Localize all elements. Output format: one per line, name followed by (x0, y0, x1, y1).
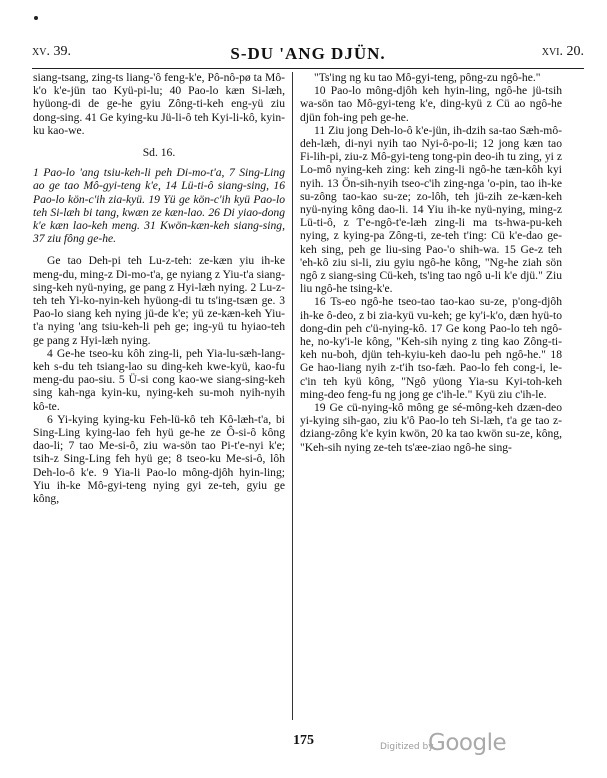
left-column (33, 71, 285, 505)
paragraph: 19 Ge cü-nying-kô mông ge sé-mông-keh dzæn-deo yi-kying sih-gao, ziu k'ô Pao-lo teh Si-læh, t'a ge tao z-dziang-zông k'e kyin kwön, 20 ka tao kwön su-ze, kông, "Keh-sih nying ze-teh ts'æe-ziao ngô-he sing- (300, 401, 562, 454)
paragraph: "Ts'ing ng ku tao Mô-gyi-teng, pông-zu ngô-he." (314, 71, 541, 84)
header-rule (32, 68, 584, 69)
header-right-reference: xvi. 20. (541, 44, 584, 59)
page-number: 175 (293, 733, 314, 748)
header-left-reference: xv. 39. (32, 44, 71, 59)
running-header (32, 44, 584, 64)
section-heading: Sd. 16. (142, 146, 176, 160)
google-watermark (380, 730, 560, 762)
google-logo: Google (428, 730, 507, 756)
ink-speck (34, 16, 38, 20)
paragraph: 11 Ziu jong Deh-lo-ô k'e-jün, ih-dzih sa-tao Sæh-mô-deh-læh, di-nyi nyih tao Nyi-ô-po-li; 12 jong kæn tao Fi-lih-pi, ziu-z Mô-gyi-teng tong-pin deo-ih tu zing, yi z Lo-mô nying-keh zing: keh zing-li ngô-he tæn-kôh kyi nyih. 13 Ön-sih-nyih tseo-c'ih zing-nga 'o-pin, tao ih-ke su-zông tao-kao su-ze; zo-lôh, teh jü-zih ze-kæn-keh nyü-nying kông dao-li. 14 Yiu ih-ke nyü-nying, ming-z Lü-ti-ô, z T'e-ngô-t'e-læh zing-li ma ts-hwa-pu-keh nying, z kying-pa Zông-ti, ze-teh t'ing: Cü k'e-dao ge-keh sing, peh ge liu-sing Pao-'o shih-wa. 15 Ge-z teh 'eh-kô ziu si-li, ziu gyiu ngô-he kông, "Ng-he ziah sön ngô z siang-sing Cü-keh, ts'ing tao ngô u-li k'e djü." Ziu liu ngô-he tsing-k'e. (300, 123, 562, 296)
column-divider (292, 72, 293, 720)
paragraph: 10 Pao-lo mông-djôh keh hyin-ling, ngô-he jü-tsih wa-sön tao Mô-gyi-teng k'e, ding-kyü z Cü ao ngô-he djün foh-ing peh ge-he. (300, 84, 562, 124)
paragraph: 16 Ts-eo ngô-he tseo-tao tao-kao su-ze, p'ong-djôh ih-ke ô-deo, z bi zia-kyü vu-keh; ge ky'i-k'o, dæn hyü-to dong-din peh c'ü-nying-kô. 17 Ge kong Pao-lo teh ngô-he, no-ky'i-le kông, "Keh-sih nying z ting kao Zông-ti-keh nu-boh, djün teh-kyiu-keh dao-lu peh ngô-he." 18 Ge hao-liang nyih z-t'ih tso-fæh. Pao-lo feh cong-i, le-c'in teh kyü kông, "Ngô yüong Yia-su Kyi-toh-keh ming-deo feng-fu ng jong ge c'ih-le." Kyü ziu c'ih-le. (300, 295, 562, 401)
chapter-summary: 1 Pao-lo 'ang tsiu-keh-li peh Di-mo-t'a, 7 Sing-Ling ao ge tao Mô-gyi-teng k'e, 14 Lü-ti-ô siang-sing, 16 Pao-lo kön-c'ih zia-kyü. 19 Yü ge kön-c'ih kyü Pao-lo teh Si-læh bi tang, kwæn ze kæn-lao. 26 Di yiao-dong k'e kæn lao-keh meng. 31 Kwön-kæn-keh siang-sing, 37 ziu fông ge-he. (33, 166, 285, 246)
right-column (300, 71, 562, 454)
paragraph: Ge tao Deh-pi teh Lu-z-teh: ze-kæn yiu ih-ke meng-du, ming-z Di-mo-t'a, ge nyiang z Yiu-t'a siang-sing-keh nyü-nying, ge pang z Hyi-læh nying. 2 Lu-z-teh teh Yi-ko-nyin-keh hyüong-di tu ts'ing-tsæn ge. 3 Pao-lo siang keh nying jü-de k'e; yü ze-kæn-keh Yiu-t'a nying 'ang tsiu-keh-li peh ge; ing-yü tu hyiao-teh ge pang z Hyi-læh nying. (33, 254, 285, 347)
digitized-by-label: Digitized by (380, 742, 434, 752)
paragraph: siang-tsang, zing-ts liang-'ô feng-k'e, Pô-nô-pø ta Mô-k'o k'e-jün tao Kyü-pi-lu; 40 Pao-lo kæn Si-læh, hyüong-di de ge-he gyiu Zông-ti-keh eng-yü ziu dong-sing. 41 Ge kying-ku Jü-li-ô teh Kyi-li-kô, kyin-ku kao-we. (33, 71, 285, 137)
paragraph: 4 Ge-he tseo-ku kôh zing-li, peh Yia-lu-sæh-lang-keh s-du teh tsiang-lao su ding-keh kwe-kyü, kao-fu meng-du pao-siu. 5 Ü-si cong kao-we siang-sing-keh sing kah-nga kyin-ku, nying-keh su-moh nyih-nyih kô-te. (33, 346, 285, 413)
paragraph: 6 Yi-kying kying-ku Feh-lü-kô teh Kô-læh-t'a, bi Sing-Ling kying-lao feh hyü ge-he ze Ô-si-ô kông dao-li; 7 tao Me-si-ô, ziu wa-sön tao Pi-t'e-nyi k'e; tsih-z Sing-Ling feh hyü ge; 8 tseo-ku Me-si-ô, lôh Deh-lo-ô k'e. 9 Yia-li Pao-lo mông-djôh hyin-ling; Yiu ih-ke Mô-gyi-teng nying gyi ze-teh, gyiu ge kông, (33, 412, 285, 506)
header-title: S-DU 'ANG DJÜN. (230, 44, 386, 63)
